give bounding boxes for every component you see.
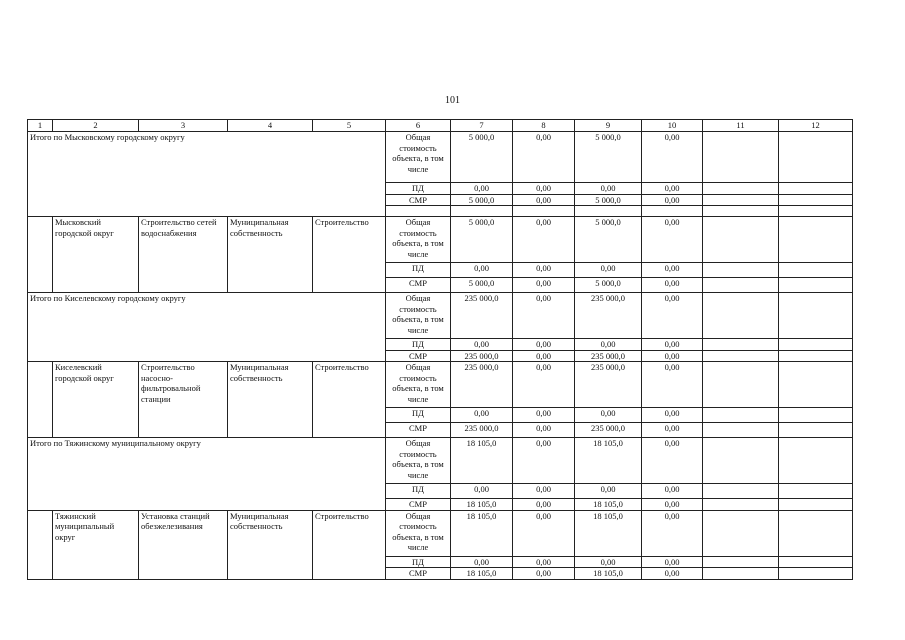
value-cell: 18 105,0 — [451, 438, 513, 484]
cost-kind: СМР — [386, 278, 451, 293]
value-cell: 0,00 — [642, 132, 703, 183]
value-cell: 0,00 — [575, 339, 642, 351]
cost-kind: ПД — [386, 484, 451, 499]
value-cell: 0,00 — [642, 510, 703, 556]
value-cell: 0,00 — [513, 194, 575, 206]
cost-kind: СМР — [386, 350, 451, 362]
value-cell: 5 000,0 — [575, 217, 642, 263]
cost-kind: Общая стоимость объекта, в том числе — [386, 362, 451, 408]
empty-cell — [642, 206, 703, 217]
value-cell: 235 000,0 — [575, 350, 642, 362]
value-cell: 0,00 — [642, 183, 703, 195]
value-cell: 0,00 — [513, 339, 575, 351]
empty-cell — [28, 362, 53, 438]
column-header: 9 — [575, 120, 642, 132]
column-header: 12 — [779, 120, 853, 132]
cost-kind: ПД — [386, 183, 451, 195]
empty-cell — [779, 206, 853, 217]
value-cell: 18 105,0 — [575, 438, 642, 484]
cost-kind: СМР — [386, 194, 451, 206]
value-cell: 0,00 — [451, 556, 513, 568]
cost-kind: СМР — [386, 499, 451, 511]
value-cell: 0,00 — [451, 484, 513, 499]
empty-cell — [703, 206, 779, 217]
empty-cell — [779, 510, 853, 556]
value-cell: 0,00 — [575, 183, 642, 195]
value-cell: 0,00 — [451, 408, 513, 423]
value-cell: 5 000,0 — [575, 278, 642, 293]
value-cell: 235 000,0 — [575, 293, 642, 339]
value-cell: 0,00 — [642, 278, 703, 293]
detail-row — [28, 510, 853, 556]
work-type-cell: Строительство — [313, 510, 386, 579]
value-cell: 0,00 — [642, 423, 703, 438]
value-cell: 5 000,0 — [451, 278, 513, 293]
value-cell: 0,00 — [642, 568, 703, 580]
value-cell: 0,00 — [513, 350, 575, 362]
value-cell: 0,00 — [513, 362, 575, 408]
detail-row — [28, 217, 853, 263]
empty-cell — [779, 499, 853, 511]
cost-kind: ПД — [386, 556, 451, 568]
empty-cell — [703, 278, 779, 293]
column-header: 4 — [228, 120, 313, 132]
value-cell: 0,00 — [642, 217, 703, 263]
cost-kind: Общая стоимость объекта, в том числе — [386, 132, 451, 183]
value-cell: 0,00 — [451, 183, 513, 195]
value-cell: 0,00 — [513, 423, 575, 438]
total-row — [28, 438, 853, 484]
value-cell: 18 105,0 — [575, 568, 642, 580]
value-cell: 18 105,0 — [451, 510, 513, 556]
value-cell: 0,00 — [575, 556, 642, 568]
empty-cell — [779, 568, 853, 580]
empty-cell — [779, 438, 853, 484]
value-cell: 0,00 — [642, 556, 703, 568]
column-header: 7 — [451, 120, 513, 132]
total-label: Итого по Киселевскому городскому округу — [28, 293, 386, 362]
empty-cell — [779, 293, 853, 339]
empty-cell — [779, 217, 853, 263]
empty-cell — [779, 556, 853, 568]
value-cell: 5 000,0 — [575, 194, 642, 206]
value-cell: 0,00 — [642, 484, 703, 499]
empty-cell — [703, 499, 779, 511]
cost-kind: Общая стоимость объекта, в том числе — [386, 510, 451, 556]
object-cell: Строительство сетей водоснабжения — [139, 217, 228, 293]
work-type-cell: Строительство — [313, 217, 386, 293]
object-cell: Установка станций обезжелезивания — [139, 510, 228, 579]
detail-row — [28, 362, 853, 408]
value-cell: 0,00 — [451, 339, 513, 351]
value-cell: 5 000,0 — [451, 194, 513, 206]
value-cell: 0,00 — [513, 217, 575, 263]
empty-cell — [779, 183, 853, 195]
empty-cell — [779, 339, 853, 351]
value-cell: 0,00 — [513, 408, 575, 423]
value-cell: 235 000,0 — [575, 423, 642, 438]
ownership-cell: Муниципальная собственность — [228, 510, 313, 579]
work-type-cell: Строительство — [313, 362, 386, 438]
empty-cell — [703, 339, 779, 351]
value-cell: 0,00 — [642, 362, 703, 408]
empty-cell — [386, 206, 451, 217]
empty-cell — [703, 556, 779, 568]
value-cell: 0,00 — [642, 293, 703, 339]
empty-cell — [703, 408, 779, 423]
total-row — [28, 132, 853, 183]
object-cell: Строительство насосно-фильтровальной станции — [139, 362, 228, 438]
value-cell: 0,00 — [513, 278, 575, 293]
value-cell: 0,00 — [513, 293, 575, 339]
value-cell: 0,00 — [513, 499, 575, 511]
value-cell: 0,00 — [642, 263, 703, 278]
empty-cell — [703, 568, 779, 580]
value-cell: 0,00 — [513, 484, 575, 499]
value-cell: 5 000,0 — [575, 132, 642, 183]
value-cell: 0,00 — [642, 350, 703, 362]
municipality-cell: Мысковский городской округ — [53, 217, 139, 293]
value-cell: 0,00 — [451, 263, 513, 278]
empty-cell — [28, 510, 53, 579]
empty-cell — [703, 350, 779, 362]
empty-cell — [703, 293, 779, 339]
value-cell: 0,00 — [642, 408, 703, 423]
empty-cell — [779, 350, 853, 362]
total-label: Итого по Мысковскому городскому округу — [28, 132, 386, 217]
empty-cell — [703, 423, 779, 438]
value-cell: 18 105,0 — [575, 510, 642, 556]
cost-kind: Общая стоимость объекта, в том числе — [386, 217, 451, 263]
value-cell: 0,00 — [642, 438, 703, 484]
empty-cell — [703, 484, 779, 499]
value-cell: 18 105,0 — [451, 499, 513, 511]
empty-cell — [703, 263, 779, 278]
column-header: 11 — [703, 120, 779, 132]
cost-kind: ПД — [386, 408, 451, 423]
empty-cell — [451, 206, 513, 217]
total-label: Итого по Тяжинскому муниципальному округу — [28, 438, 386, 511]
value-cell: 5 000,0 — [451, 132, 513, 183]
column-header: 2 — [53, 120, 139, 132]
column-header: 3 — [139, 120, 228, 132]
empty-cell — [575, 206, 642, 217]
empty-cell — [703, 132, 779, 183]
value-cell: 0,00 — [513, 556, 575, 568]
empty-cell — [779, 423, 853, 438]
column-header: 5 — [313, 120, 386, 132]
cost-kind: СМР — [386, 568, 451, 580]
value-cell: 0,00 — [575, 263, 642, 278]
empty-cell — [703, 438, 779, 484]
empty-cell — [779, 408, 853, 423]
value-cell: 5 000,0 — [451, 217, 513, 263]
empty-cell — [703, 362, 779, 408]
empty-cell — [779, 263, 853, 278]
total-row — [28, 293, 853, 339]
value-cell: 0,00 — [513, 132, 575, 183]
value-cell: 235 000,0 — [451, 423, 513, 438]
cost-kind: Общая стоимость объекта, в том числе — [386, 293, 451, 339]
column-header: 1 — [28, 120, 53, 132]
value-cell: 0,00 — [513, 183, 575, 195]
page-number: 101 — [445, 95, 460, 106]
municipality-cell: Тяжинский муниципальный округ — [53, 510, 139, 579]
column-header: 8 — [513, 120, 575, 132]
value-cell: 18 105,0 — [575, 499, 642, 511]
municipality-cell: Киселевский городской округ — [53, 362, 139, 438]
value-cell: 235 000,0 — [575, 362, 642, 408]
budget-table — [27, 119, 853, 580]
value-cell: 0,00 — [513, 568, 575, 580]
value-cell: 0,00 — [575, 408, 642, 423]
empty-cell — [779, 278, 853, 293]
cost-kind: СМР — [386, 423, 451, 438]
value-cell: 0,00 — [642, 499, 703, 511]
value-cell: 0,00 — [575, 484, 642, 499]
empty-cell — [703, 183, 779, 195]
cost-kind: ПД — [386, 339, 451, 351]
column-header: 6 — [386, 120, 451, 132]
value-cell: 235 000,0 — [451, 293, 513, 339]
empty-cell — [779, 194, 853, 206]
ownership-cell: Муниципальная собственность — [228, 362, 313, 438]
empty-cell — [28, 217, 53, 293]
value-cell: 0,00 — [513, 263, 575, 278]
column-header: 10 — [642, 120, 703, 132]
cost-kind: ПД — [386, 263, 451, 278]
value-cell: 235 000,0 — [451, 362, 513, 408]
value-cell: 0,00 — [642, 339, 703, 351]
empty-cell — [703, 510, 779, 556]
ownership-cell: Муниципальная собственность — [228, 217, 313, 293]
empty-cell — [513, 206, 575, 217]
empty-cell — [779, 132, 853, 183]
value-cell: 0,00 — [642, 194, 703, 206]
empty-cell — [703, 217, 779, 263]
column-number-row — [28, 120, 853, 132]
value-cell: 235 000,0 — [451, 350, 513, 362]
value-cell: 18 105,0 — [451, 568, 513, 580]
value-cell: 0,00 — [513, 510, 575, 556]
empty-cell — [779, 362, 853, 408]
empty-cell — [703, 194, 779, 206]
cost-kind: Общая стоимость объекта, в том числе — [386, 438, 451, 484]
value-cell: 0,00 — [513, 438, 575, 484]
empty-cell — [779, 484, 853, 499]
